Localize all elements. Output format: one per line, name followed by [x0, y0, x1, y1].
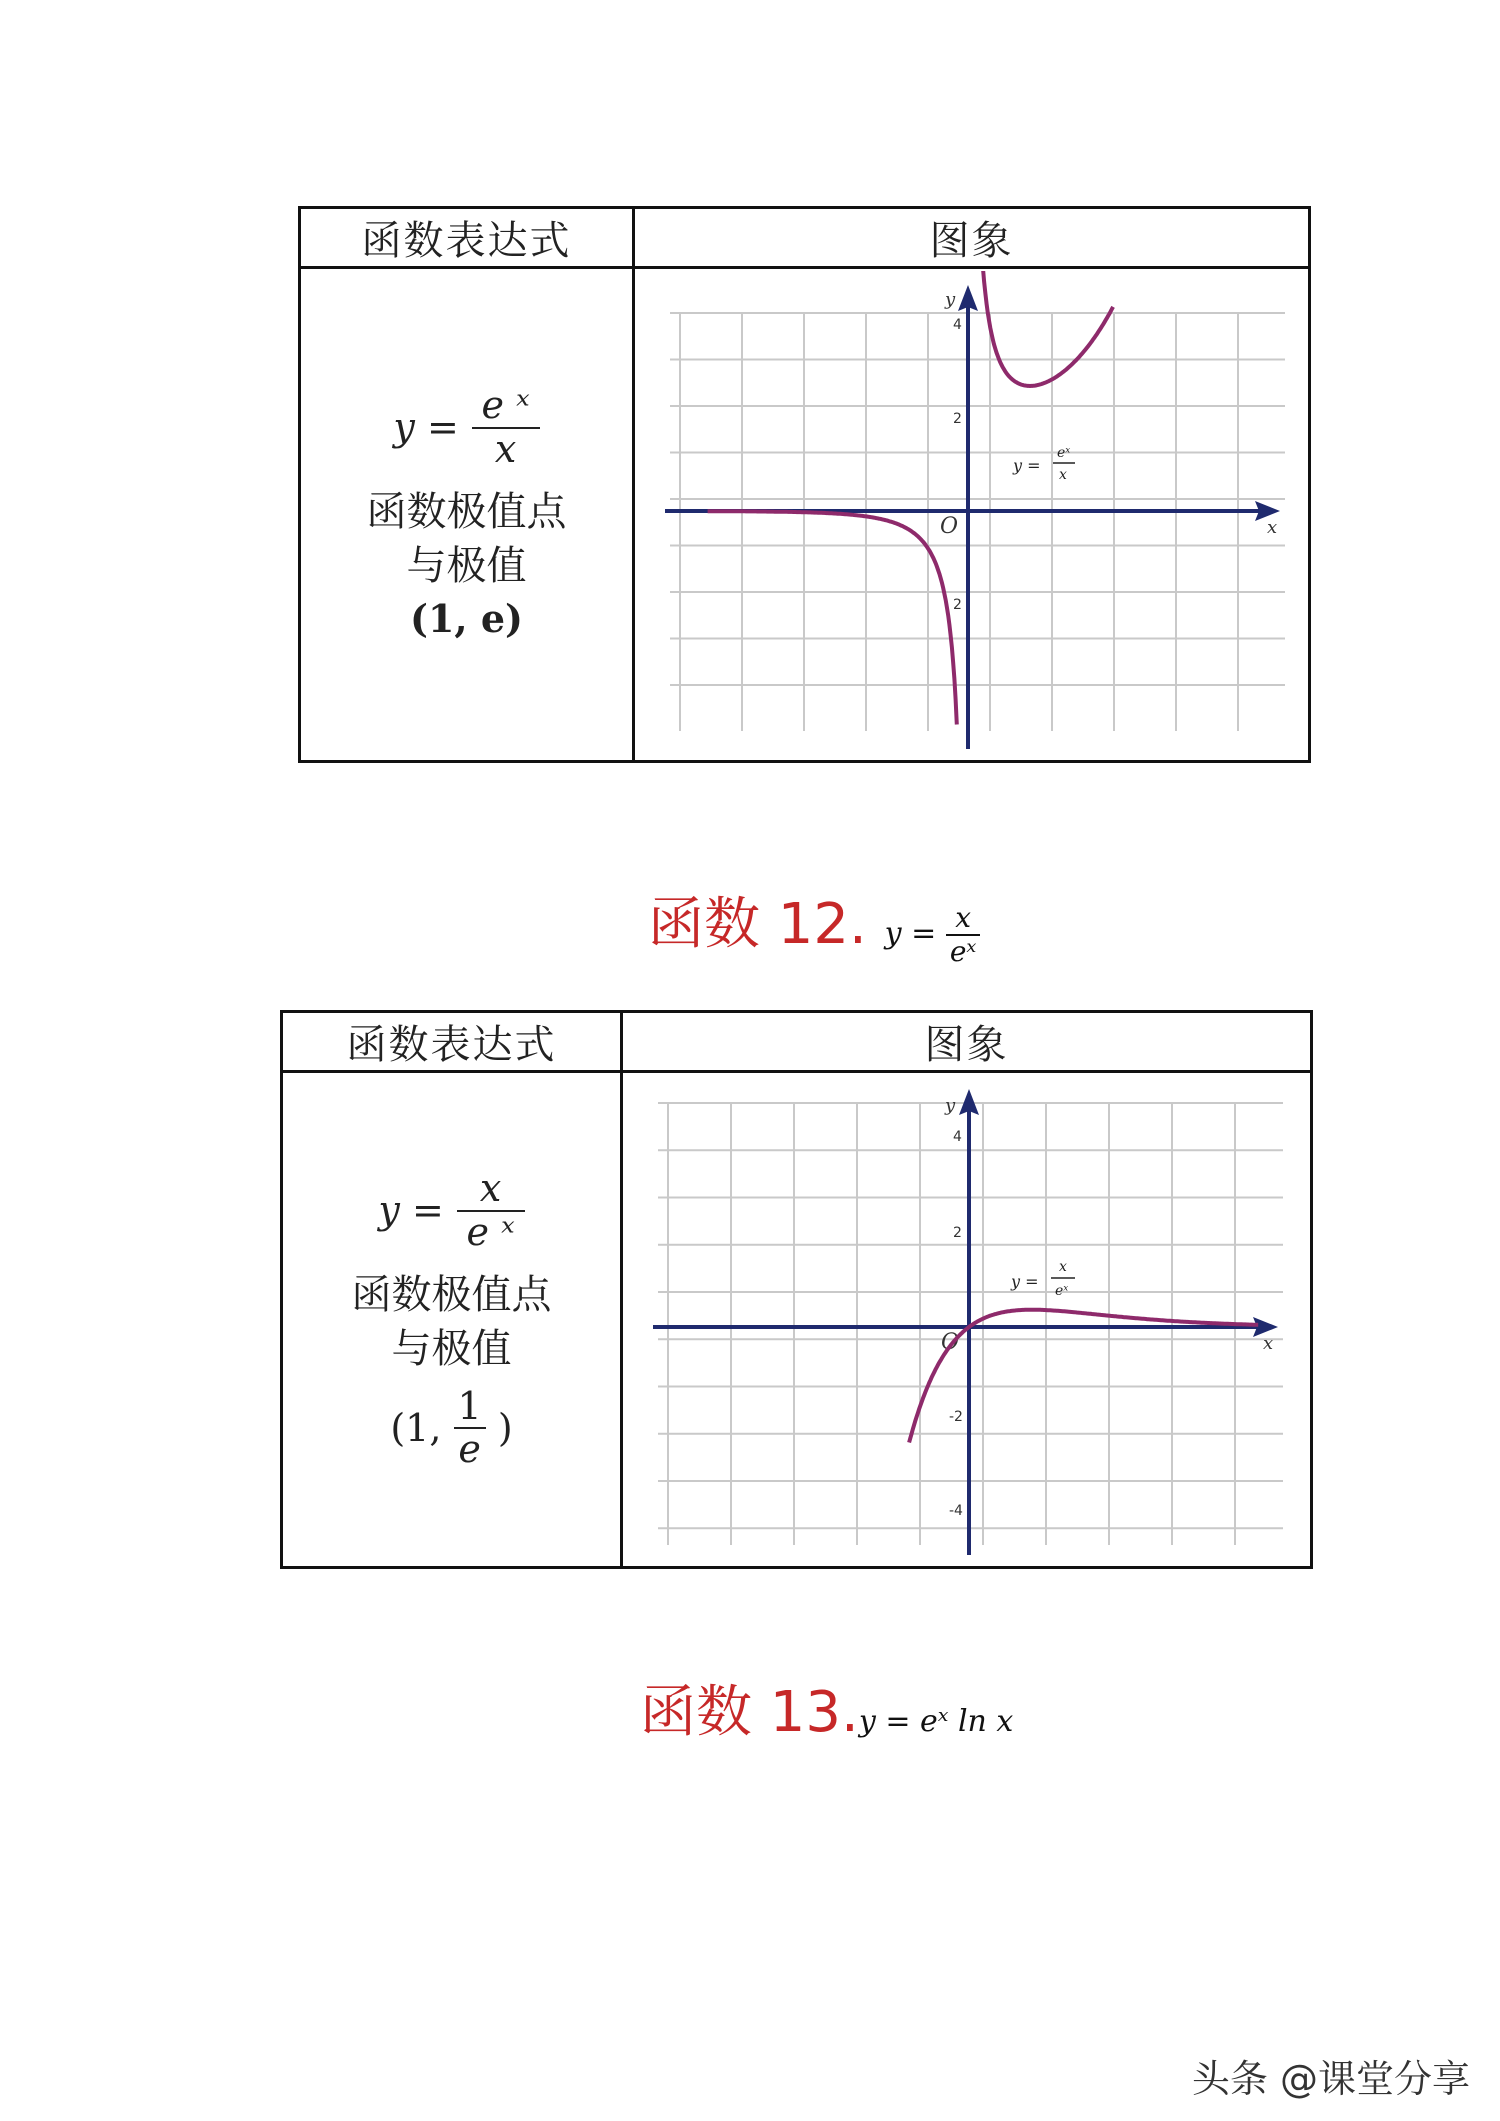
extreme-value-denominator: e	[458, 1427, 481, 1472]
heading-math-denominator: eˣ	[949, 935, 977, 968]
heading-math-numerator: x	[946, 902, 981, 936]
x-axis-label: x	[1267, 516, 1278, 538]
curve-label	[1012, 445, 1075, 483]
tick-label: 2	[953, 1224, 962, 1241]
tick-label: 2	[953, 410, 962, 427]
function-table-11	[298, 206, 1311, 763]
header-expression: 函数表达式	[300, 208, 634, 268]
extreme-label-line1: 函数极值点	[366, 488, 567, 535]
tick-label: 4	[953, 1128, 962, 1145]
extreme-value-fraction	[454, 1383, 486, 1472]
curve-label-numerator: x	[1059, 1258, 1067, 1275]
extreme-label-line1: 函数极值点	[351, 1271, 552, 1318]
curve-label-lhs: y =	[1013, 455, 1041, 475]
formula	[301, 385, 632, 471]
header-expression: 函数表达式	[282, 1012, 622, 1072]
formula-lhs: y =	[393, 405, 459, 450]
expression-cell	[282, 1072, 622, 1568]
curve-label-numerator: eˣ	[1057, 444, 1071, 461]
heading-math-fraction	[946, 902, 981, 968]
extreme-label-line2: 与极值	[391, 1325, 512, 1372]
extreme-value-prefix: (1,	[390, 1405, 442, 1450]
heading-text: 函数 12.	[648, 892, 867, 957]
formula-fraction	[457, 1165, 525, 1254]
extreme-label-line2: 与极值	[406, 542, 527, 589]
formula-numerator: e ˣ	[472, 385, 540, 429]
curve-label-denominator: eˣ	[1055, 1282, 1069, 1299]
formula-denominator: e ˣ	[466, 1209, 515, 1254]
header-graph: 图象	[622, 1012, 1312, 1072]
function-curve-right-branch	[978, 271, 1113, 386]
formula-numerator: x	[457, 1168, 525, 1212]
graph-ex-over-x	[635, 271, 1305, 759]
curve-label-lhs: y =	[1011, 1271, 1039, 1291]
header-graph: 图象	[634, 208, 1310, 268]
heading-function-12	[648, 880, 980, 968]
extreme-value-numerator: 1	[454, 1386, 486, 1430]
graph-cell	[634, 268, 1310, 762]
function-curve-left-branch	[708, 511, 957, 724]
expression-cell	[300, 268, 634, 762]
tick-label: -2	[949, 1408, 963, 1425]
origin-label: O	[941, 1329, 960, 1355]
heading-math	[884, 900, 981, 968]
tick-label: 4	[953, 316, 962, 333]
watermark: 头条 @课堂分享	[1191, 2057, 1470, 2101]
y-axis-label: y	[945, 288, 956, 310]
heading-function-13	[640, 1668, 1013, 1748]
graph-cell	[622, 1072, 1312, 1568]
curve-label-denominator: x	[1059, 466, 1067, 483]
grid	[670, 313, 1285, 731]
heading-text: 函数 13.	[640, 1680, 859, 1745]
extreme-value	[283, 1383, 620, 1472]
heading-math-lhs: y =	[884, 916, 937, 951]
origin-label: O	[940, 513, 959, 539]
tick-label: 2	[953, 596, 962, 613]
formula-lhs: y =	[378, 1188, 444, 1233]
function-table-12	[280, 1010, 1313, 1569]
graph-x-over-ex	[623, 1075, 1307, 1565]
heading-math: y = eˣ ln x	[858, 1704, 1014, 1739]
extreme-value-suffix: )	[497, 1405, 513, 1450]
y-axis-label: y	[945, 1094, 956, 1116]
extreme-value: (1, e)	[409, 595, 524, 641]
x-axis-label: x	[1263, 1332, 1274, 1354]
formula-fraction	[472, 385, 540, 471]
formula-denominator: x	[494, 426, 517, 471]
formula	[283, 1165, 620, 1254]
tick-label: -4	[949, 1502, 963, 1519]
